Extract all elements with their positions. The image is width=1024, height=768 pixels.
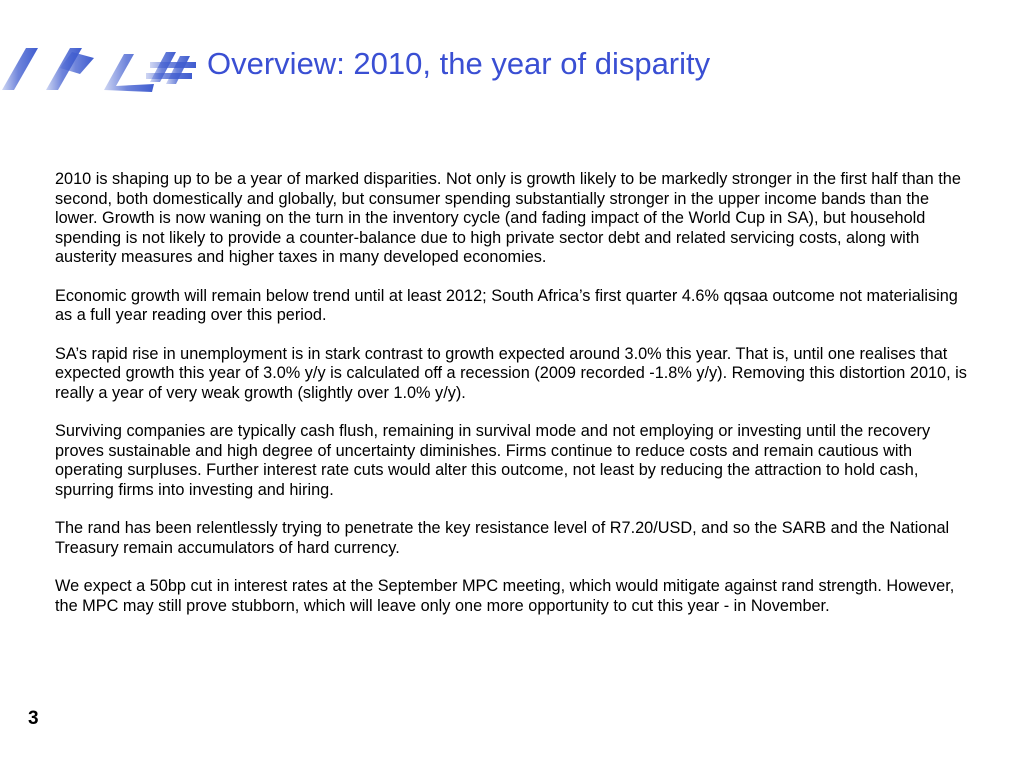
brand-logo	[0, 40, 200, 98]
logo-stroke-1	[2, 48, 38, 90]
slide-body	[55, 170, 970, 635]
paragraph: Economic growth will remain below trend until at least 2012; South Africa’s first quarter 4.6% qqsaa outcome not materialising as a full year reading over this period.	[55, 286, 958, 324]
logo-bar-1	[150, 62, 196, 68]
paragraph: SA’s rapid rise in unemployment is in stark contrast to growth expected around 3.0% this year. That is, until one realises that expected growth this year of 3.0% y/y is calculated off a recession (2009 recorded -1.8% y/y). Removing this distortion 2010, is really a year of very weak growth (slightly over 1.0% y/y).	[55, 344, 967, 402]
logo-bar-2	[146, 73, 192, 79]
slide-title: Overview: 2010, the year of disparity	[207, 46, 711, 81]
paragraph: Surviving companies are typically cash flush, remaining in survival mode and not employing or investing until the recovery proves sustainable and high degree of uncertainty diminishes. Firms continue to reduce costs and remain cautious with operating surpluses. Further interest rate cuts would alter this outcome, not least by reducing the attraction to hold cash, spurring firms into investing and hiring.	[55, 422, 931, 499]
paragraph: 2010 is shaping up to be a year of marked disparities. Not only is growth likely to be markedly stronger in the first half than the second, both domestically and globally, but consumer spending substantially stronger in the upper income bands than the lower. Growth is now waning on the turn in the inventory cycle (and fading impact of the World Cup in SA), but household spending is not likely to provide a counter-balance due to high private sector debt and related servicing costs, along with austerity measures and higher taxes in many developed economies.	[55, 170, 961, 266]
page-number: 3	[28, 708, 39, 729]
paragraph: The rand has been relentlessly trying to penetrate the key resistance level of R7.20/USD, and so the SARB and the National Treasury remain accumulators of hard currency.	[55, 519, 950, 557]
paragraph: We expect a 50bp cut in interest rates at the September MPC meeting, which would mitigate against rand strength. However, the MPC may still prove stubborn, which will leave only one more opportunity to cut this year - in November.	[55, 577, 955, 615]
